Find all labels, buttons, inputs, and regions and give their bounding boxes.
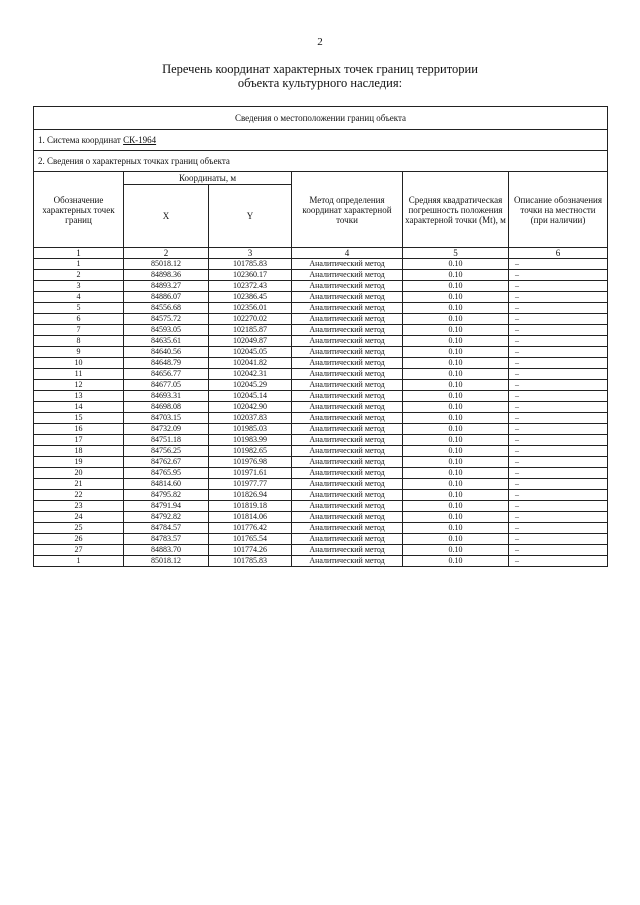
cell-method: Аналитический метод — [292, 303, 403, 314]
cell-point: 16 — [34, 424, 124, 435]
cell-x: 84656.77 — [124, 369, 209, 380]
cell-method: Аналитический метод — [292, 380, 403, 391]
cell-x: 84886.07 — [124, 292, 209, 303]
cell-x: 85018.12 — [124, 556, 209, 567]
cell-y: 101983.99 — [209, 435, 292, 446]
cell-x: 84751.18 — [124, 435, 209, 446]
cell-error: 0.10 — [403, 424, 509, 435]
cell-point: 8 — [34, 336, 124, 347]
cell-x: 84693.31 — [124, 391, 209, 402]
cell-x: 84648.79 — [124, 358, 209, 369]
table-row — [34, 336, 608, 347]
cell-description: – — [509, 259, 608, 270]
coord-system-value: СК-1964 — [123, 135, 157, 145]
cell-description: – — [509, 402, 608, 413]
col-x: X — [124, 185, 209, 248]
cell-method: Аналитический метод — [292, 325, 403, 336]
cell-method: Аналитический метод — [292, 402, 403, 413]
cell-y: 101814.06 — [209, 512, 292, 523]
page-title — [0, 62, 640, 90]
cell-method: Аналитический метод — [292, 336, 403, 347]
cell-description: – — [509, 270, 608, 281]
coord-system-label: 1. Система координат — [38, 135, 124, 145]
cell-method: Аналитический метод — [292, 446, 403, 457]
cell-x: 84556.68 — [124, 303, 209, 314]
cell-point: 27 — [34, 545, 124, 556]
table-row — [34, 325, 608, 336]
cell-description: – — [509, 413, 608, 424]
cell-error: 0.10 — [403, 369, 509, 380]
points-header: 2. Сведения о характерных точках границ объекта — [34, 151, 608, 172]
cell-method: Аналитический метод — [292, 512, 403, 523]
col-method: Метод определения координат характерной точки — [292, 172, 403, 248]
cell-x: 84635.61 — [124, 336, 209, 347]
cell-description: – — [509, 292, 608, 303]
cell-description: – — [509, 325, 608, 336]
cell-description: – — [509, 336, 608, 347]
cell-y: 101785.83 — [209, 556, 292, 567]
col-number-4: 4 — [292, 248, 403, 259]
cell-x: 85018.12 — [124, 259, 209, 270]
col-number-6: 6 — [509, 248, 608, 259]
cell-method: Аналитический метод — [292, 490, 403, 501]
cell-method: Аналитический метод — [292, 369, 403, 380]
section-header: Сведения о местоположении границ объекта — [34, 107, 608, 130]
cell-x: 84677.05 — [124, 380, 209, 391]
cell-point: 9 — [34, 347, 124, 358]
table-row — [34, 402, 608, 413]
cell-error: 0.10 — [403, 534, 509, 545]
cell-method: Аналитический метод — [292, 523, 403, 534]
coordinates-table — [33, 106, 608, 567]
cell-error: 0.10 — [403, 556, 509, 567]
cell-x: 84762.67 — [124, 457, 209, 468]
col-number-3: 3 — [209, 248, 292, 259]
cell-y: 102185.87 — [209, 325, 292, 336]
cell-y: 102042.31 — [209, 369, 292, 380]
table-row — [34, 369, 608, 380]
cell-error: 0.10 — [403, 292, 509, 303]
table-row — [34, 534, 608, 545]
cell-y: 102037.83 — [209, 413, 292, 424]
cell-method: Аналитический метод — [292, 457, 403, 468]
table-row — [34, 545, 608, 556]
cell-error: 0.10 — [403, 501, 509, 512]
cell-point: 26 — [34, 534, 124, 545]
cell-error: 0.10 — [403, 468, 509, 479]
cell-error: 0.10 — [403, 402, 509, 413]
table-row — [34, 347, 608, 358]
cell-y: 101765.54 — [209, 534, 292, 545]
cell-y: 101976.98 — [209, 457, 292, 468]
cell-y: 102045.14 — [209, 391, 292, 402]
cell-y: 102041.82 — [209, 358, 292, 369]
cell-description: – — [509, 446, 608, 457]
cell-point: 1 — [34, 259, 124, 270]
cell-x: 84593.05 — [124, 325, 209, 336]
cell-description: – — [509, 303, 608, 314]
cell-method: Аналитический метод — [292, 545, 403, 556]
cell-y: 102045.05 — [209, 347, 292, 358]
cell-method: Аналитический метод — [292, 292, 403, 303]
col-number-1: 1 — [34, 248, 124, 259]
cell-x: 84640.56 — [124, 347, 209, 358]
cell-description: – — [509, 534, 608, 545]
cell-method: Аналитический метод — [292, 347, 403, 358]
cell-x: 84575.72 — [124, 314, 209, 325]
cell-point: 2 — [34, 270, 124, 281]
cell-description: – — [509, 523, 608, 534]
cell-y: 102372.43 — [209, 281, 292, 292]
col-number-2: 2 — [124, 248, 209, 259]
table-row — [34, 391, 608, 402]
cell-error: 0.10 — [403, 314, 509, 325]
cell-y: 101985.03 — [209, 424, 292, 435]
cell-method: Аналитический метод — [292, 468, 403, 479]
cell-error: 0.10 — [403, 479, 509, 490]
table-row — [34, 479, 608, 490]
cell-point: 7 — [34, 325, 124, 336]
cell-description: – — [509, 380, 608, 391]
cell-point: 5 — [34, 303, 124, 314]
table-row — [34, 380, 608, 391]
cell-description: – — [509, 391, 608, 402]
table-row — [34, 303, 608, 314]
cell-y: 102042.90 — [209, 402, 292, 413]
cell-point: 17 — [34, 435, 124, 446]
cell-description: – — [509, 314, 608, 325]
cell-point: 20 — [34, 468, 124, 479]
cell-method: Аналитический метод — [292, 435, 403, 446]
cell-method: Аналитический метод — [292, 479, 403, 490]
cell-x: 84893.27 — [124, 281, 209, 292]
cell-error: 0.10 — [403, 413, 509, 424]
cell-description: – — [509, 424, 608, 435]
cell-point: 15 — [34, 413, 124, 424]
cell-x: 84732.09 — [124, 424, 209, 435]
cell-error: 0.10 — [403, 380, 509, 391]
cell-error: 0.10 — [403, 391, 509, 402]
cell-y: 102356.01 — [209, 303, 292, 314]
cell-x: 84814.60 — [124, 479, 209, 490]
cell-error: 0.10 — [403, 523, 509, 534]
cell-description: – — [509, 501, 608, 512]
cell-x: 84765.95 — [124, 468, 209, 479]
cell-method: Аналитический метод — [292, 424, 403, 435]
table-row — [34, 490, 608, 501]
cell-method: Аналитический метод — [292, 501, 403, 512]
cell-point: 13 — [34, 391, 124, 402]
cell-x: 84698.08 — [124, 402, 209, 413]
cell-error: 0.10 — [403, 281, 509, 292]
col-coordinates: Координаты, м — [124, 172, 292, 185]
cell-description: – — [509, 358, 608, 369]
coord-system-row — [34, 130, 608, 151]
cell-y: 101785.83 — [209, 259, 292, 270]
cell-point: 22 — [34, 490, 124, 501]
cell-description: – — [509, 512, 608, 523]
cell-y: 101971.61 — [209, 468, 292, 479]
cell-method: Аналитический метод — [292, 358, 403, 369]
cell-x: 84792.82 — [124, 512, 209, 523]
cell-y: 102049.87 — [209, 336, 292, 347]
table-row — [34, 501, 608, 512]
cell-error: 0.10 — [403, 512, 509, 523]
cell-point: 11 — [34, 369, 124, 380]
cell-method: Аналитический метод — [292, 534, 403, 545]
cell-description: – — [509, 479, 608, 490]
cell-point: 10 — [34, 358, 124, 369]
cell-point: 14 — [34, 402, 124, 413]
table-row — [34, 446, 608, 457]
cell-error: 0.10 — [403, 270, 509, 281]
cell-x: 84791.94 — [124, 501, 209, 512]
cell-method: Аналитический метод — [292, 413, 403, 424]
col-point-designation: Обозначение характерных точек границ — [34, 172, 124, 248]
cell-y: 101977.77 — [209, 479, 292, 490]
cell-y: 101819.18 — [209, 501, 292, 512]
col-number-5: 5 — [403, 248, 509, 259]
table-row — [34, 292, 608, 303]
table-row — [34, 424, 608, 435]
cell-description: – — [509, 369, 608, 380]
cell-error: 0.10 — [403, 358, 509, 369]
cell-method: Аналитический метод — [292, 556, 403, 567]
cell-point: 23 — [34, 501, 124, 512]
cell-error: 0.10 — [403, 336, 509, 347]
cell-error: 0.10 — [403, 435, 509, 446]
cell-method: Аналитический метод — [292, 281, 403, 292]
table-row — [34, 457, 608, 468]
cell-point: 19 — [34, 457, 124, 468]
cell-point: 1 — [34, 556, 124, 567]
cell-x: 84898.36 — [124, 270, 209, 281]
page-number: 2 — [317, 36, 323, 48]
cell-y: 102360.17 — [209, 270, 292, 281]
table-row — [34, 413, 608, 424]
cell-method: Аналитический метод — [292, 314, 403, 325]
cell-x: 84883.70 — [124, 545, 209, 556]
cell-y: 101776.42 — [209, 523, 292, 534]
cell-x: 84756.25 — [124, 446, 209, 457]
table-row — [34, 512, 608, 523]
cell-x: 84703.15 — [124, 413, 209, 424]
table-row — [34, 270, 608, 281]
table-row — [34, 468, 608, 479]
table-row — [34, 259, 608, 270]
cell-y: 101982.65 — [209, 446, 292, 457]
cell-description: – — [509, 435, 608, 446]
cell-y: 101826.94 — [209, 490, 292, 501]
cell-point: 4 — [34, 292, 124, 303]
cell-point: 6 — [34, 314, 124, 325]
title-line-1: Перечень координат характерных точек границ территории — [162, 62, 478, 76]
cell-description: – — [509, 457, 608, 468]
cell-description: – — [509, 347, 608, 358]
cell-point: 21 — [34, 479, 124, 490]
cell-error: 0.10 — [403, 457, 509, 468]
cell-point: 12 — [34, 380, 124, 391]
cell-error: 0.10 — [403, 325, 509, 336]
cell-point: 3 — [34, 281, 124, 292]
cell-error: 0.10 — [403, 545, 509, 556]
cell-error: 0.10 — [403, 490, 509, 501]
cell-description: – — [509, 281, 608, 292]
col-description: Описание обозначения точки на местности (при наличии) — [509, 172, 608, 248]
cell-y: 102386.45 — [209, 292, 292, 303]
cell-method: Аналитический метод — [292, 391, 403, 402]
cell-point: 25 — [34, 523, 124, 534]
col-accuracy — [403, 172, 509, 248]
col-accuracy-text: Средняя квадратическая погрешность положения характерной точки (Mt), м — [405, 194, 506, 225]
cell-description: – — [509, 556, 608, 567]
cell-description: – — [509, 545, 608, 556]
table-row — [34, 556, 608, 567]
cell-y: 101774.26 — [209, 545, 292, 556]
table-row — [34, 314, 608, 325]
cell-point: 24 — [34, 512, 124, 523]
table-row — [34, 281, 608, 292]
cell-x: 84795.82 — [124, 490, 209, 501]
cell-x: 84783.57 — [124, 534, 209, 545]
title-line-2: объекта культурного наследия: — [237, 76, 403, 90]
cell-error: 0.10 — [403, 303, 509, 314]
col-y: Y — [209, 185, 292, 248]
cell-method: Аналитический метод — [292, 270, 403, 281]
cell-error: 0.10 — [403, 347, 509, 358]
table-row — [34, 523, 608, 534]
cell-y: 102270.02 — [209, 314, 292, 325]
cell-error: 0.10 — [403, 259, 509, 270]
cell-x: 84784.57 — [124, 523, 209, 534]
table-row — [34, 358, 608, 369]
cell-point: 18 — [34, 446, 124, 457]
cell-y: 102045.29 — [209, 380, 292, 391]
cell-description: – — [509, 490, 608, 501]
cell-method: Аналитический метод — [292, 259, 403, 270]
cell-description: – — [509, 468, 608, 479]
cell-error: 0.10 — [403, 446, 509, 457]
table-row — [34, 435, 608, 446]
